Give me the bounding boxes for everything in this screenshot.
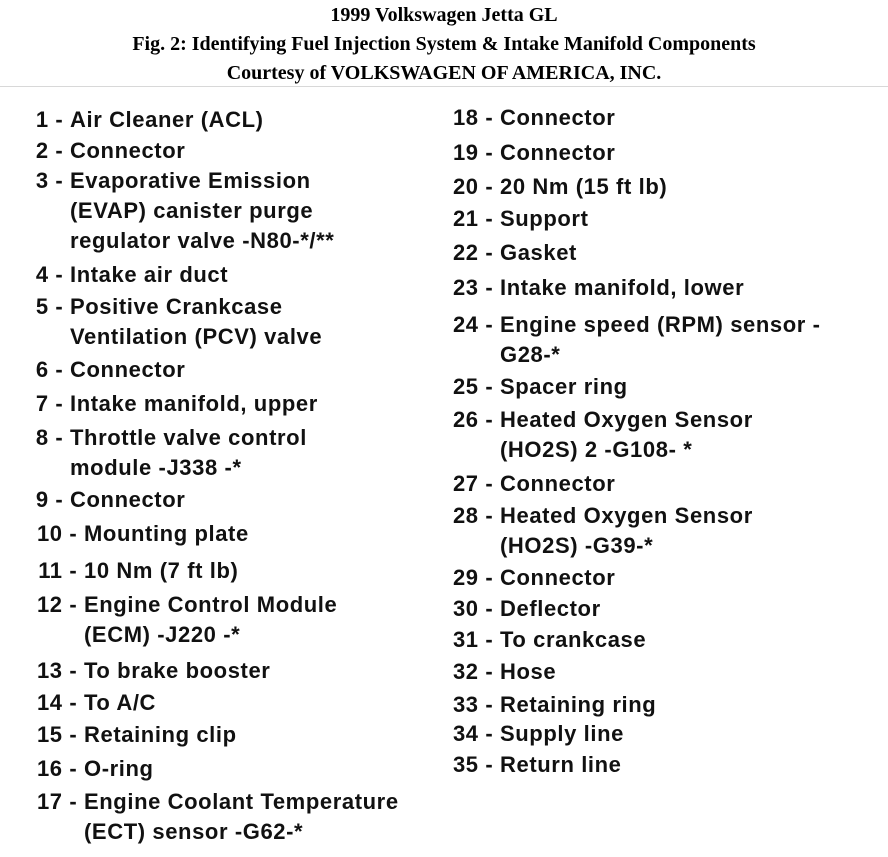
legend-item-1 <box>32 105 264 135</box>
legend-item-label-continued: module -J338 -* <box>70 455 242 480</box>
legend-item-label: Intake air duct <box>70 262 229 287</box>
legend-item-label: Connector <box>70 138 186 163</box>
legend-item-label-continued: (ECT) sensor -G62-* <box>84 819 304 844</box>
legend-item-33 <box>448 690 656 720</box>
legend-item-label: Supply line <box>500 721 624 746</box>
legend-item-number: 5 - <box>35 294 70 319</box>
legend-item-6 <box>32 355 185 385</box>
figure-caption: Fig. 2: Identifying Fuel Injection System & Intake Manifold Components <box>132 33 756 55</box>
legend-item-label: Deflector <box>500 596 601 621</box>
legend-item-label-continued: Ventilation (PCV) valve <box>70 324 323 349</box>
legend-item-label: Support <box>500 206 589 231</box>
legend-item-11 <box>32 556 238 586</box>
legend-item-label: To crankcase <box>500 627 647 652</box>
legend-item-label: Connector <box>500 471 616 496</box>
legend-item-32 <box>448 657 556 687</box>
legend-item-number: 16 - <box>36 756 84 781</box>
legend-item-label: Throttle valve control <box>70 425 307 450</box>
legend-item-label: Heated Oxygen Sensor <box>500 407 753 432</box>
legend-item-number: 6 - <box>35 357 70 382</box>
legend-item-number: 14 - <box>36 690 84 715</box>
legend-item-12 <box>32 590 337 650</box>
legend-item-number: 25 - <box>452 374 500 399</box>
legend-item-label: Evaporative Emission <box>70 168 311 193</box>
legend-item-label: Return line <box>500 752 622 777</box>
legend-item-16 <box>32 754 154 784</box>
legend-item-label: To brake booster <box>84 658 271 683</box>
legend-item-number: 11 - <box>38 558 84 583</box>
legend-column-left <box>0 0 428 857</box>
legend-item-8 <box>32 423 307 483</box>
legend-item-label: Hose <box>500 659 557 684</box>
legend-item-14 <box>32 688 156 718</box>
legend-item-number: 20 - <box>452 174 500 199</box>
legend-item-label: Engine speed (RPM) sensor - <box>500 312 821 337</box>
legend-item-number: 22 - <box>452 240 500 265</box>
legend-item-number: 33 - <box>452 692 500 717</box>
legend-item-30 <box>448 594 601 624</box>
legend-item-2 <box>32 136 185 166</box>
legend-item-number: 12 - <box>36 592 84 617</box>
legend-item-number: 10 - <box>36 521 84 546</box>
legend-item-number: 32 - <box>452 659 500 684</box>
legend-item-9 <box>32 485 185 515</box>
legend-item-31 <box>448 625 646 655</box>
legend-item-5 <box>32 292 322 352</box>
legend-item-26 <box>448 405 753 465</box>
legend-item-label: 10 Nm (7 ft lb) <box>84 558 239 583</box>
legend-item-label-continued: (HO2S) -G39-* <box>500 533 654 558</box>
legend-item-10 <box>32 519 249 549</box>
legend-item-35 <box>448 750 622 780</box>
legend-item-label: Heated Oxygen Sensor <box>500 503 753 528</box>
legend-item-27 <box>448 469 615 499</box>
legend-item-3 <box>32 166 334 256</box>
courtesy-line: Courtesy of VOLKSWAGEN OF AMERICA, INC. <box>226 62 662 84</box>
legend-item-23 <box>448 273 744 303</box>
legend-item-25 <box>448 372 628 402</box>
legend-item-label: O-ring <box>84 756 154 781</box>
legend-item-label: Intake manifold, upper <box>70 391 318 416</box>
legend-item-label: Spacer ring <box>500 374 628 399</box>
legend-item-number: 29 - <box>452 565 500 590</box>
legend-item-number: 7 - <box>35 391 70 416</box>
legend-item-13 <box>32 656 270 686</box>
legend-item-label: Connector <box>70 357 186 382</box>
legend-item-label: Engine Control Module <box>84 592 338 617</box>
legend-item-label: To A/C <box>84 690 157 715</box>
legend-item-number: 15 - <box>36 722 84 747</box>
legend-item-21 <box>448 204 589 234</box>
legend-item-label: Gasket <box>500 240 577 265</box>
legend-item-28 <box>448 501 753 561</box>
vehicle-title: 1999 Volkswagen Jetta GL <box>330 4 558 26</box>
legend-item-label: Mounting plate <box>84 521 249 546</box>
legend-item-number: 26 - <box>452 407 500 432</box>
legend-item-label: Connector <box>70 487 186 512</box>
legend-item-number: 24 - <box>452 312 500 337</box>
legend-item-34 <box>448 719 624 749</box>
legend-item-label: 20 Nm (15 ft lb) <box>500 174 668 199</box>
legend-item-18 <box>448 103 615 133</box>
legend-item-label-continued: regulator valve -N80-*/** <box>70 228 335 253</box>
legend-item-number: 9 - <box>35 487 70 512</box>
legend-item-number: 28 - <box>452 503 500 528</box>
legend-item-number: 13 - <box>36 658 84 683</box>
legend-item-20 <box>448 172 667 202</box>
legend-item-number: 8 - <box>35 425 70 450</box>
legend-item-number: 27 - <box>452 471 500 496</box>
legend-item-number: 23 - <box>452 275 500 300</box>
legend-item-24 <box>448 310 821 370</box>
legend-item-19 <box>448 138 615 168</box>
legend-item-label-continued: (ECM) -J220 -* <box>84 622 241 647</box>
legend-item-label: Positive Crankcase <box>70 294 283 319</box>
legend-item-number: 3 - <box>35 168 70 193</box>
legend-item-label: Retaining clip <box>84 722 237 747</box>
legend-item-number: 4 - <box>35 262 70 287</box>
legend-item-number: 21 - <box>452 206 500 231</box>
legend-item-label-continued: (HO2S) 2 -G108- * <box>500 437 693 462</box>
legend-item-label: Connector <box>500 140 616 165</box>
legend-item-number: 19 - <box>452 140 500 165</box>
legend-item-number: 1 - <box>35 107 70 132</box>
legend-item-label: Air Cleaner (ACL) <box>70 107 264 132</box>
legend-item-label-continued: (EVAP) canister purge <box>70 198 314 223</box>
legend-item-number: 2 - <box>35 138 70 163</box>
legend-item-number: 30 - <box>452 596 500 621</box>
legend-item-number: 31 - <box>452 627 500 652</box>
legend-item-number: 18 - <box>452 105 500 130</box>
legend-item-17 <box>32 787 399 847</box>
legend-item-number: 35 - <box>452 752 500 777</box>
legend-item-label-continued: G28-* <box>500 342 561 367</box>
legend-item-label: Engine Coolant Temperature <box>84 789 399 814</box>
legend-item-4 <box>32 260 228 290</box>
legend-item-label: Retaining ring <box>500 692 657 717</box>
legend-item-29 <box>448 563 615 593</box>
legend-item-7 <box>32 389 318 419</box>
legend-item-label: Intake manifold, lower <box>500 275 745 300</box>
legend-item-22 <box>448 238 577 268</box>
legend-item-label: Connector <box>500 565 616 590</box>
legend-item-15 <box>32 720 237 750</box>
legend-item-number: 17 - <box>36 789 84 814</box>
legend-item-number: 34 - <box>452 721 500 746</box>
legend-item-label: Connector <box>500 105 616 130</box>
